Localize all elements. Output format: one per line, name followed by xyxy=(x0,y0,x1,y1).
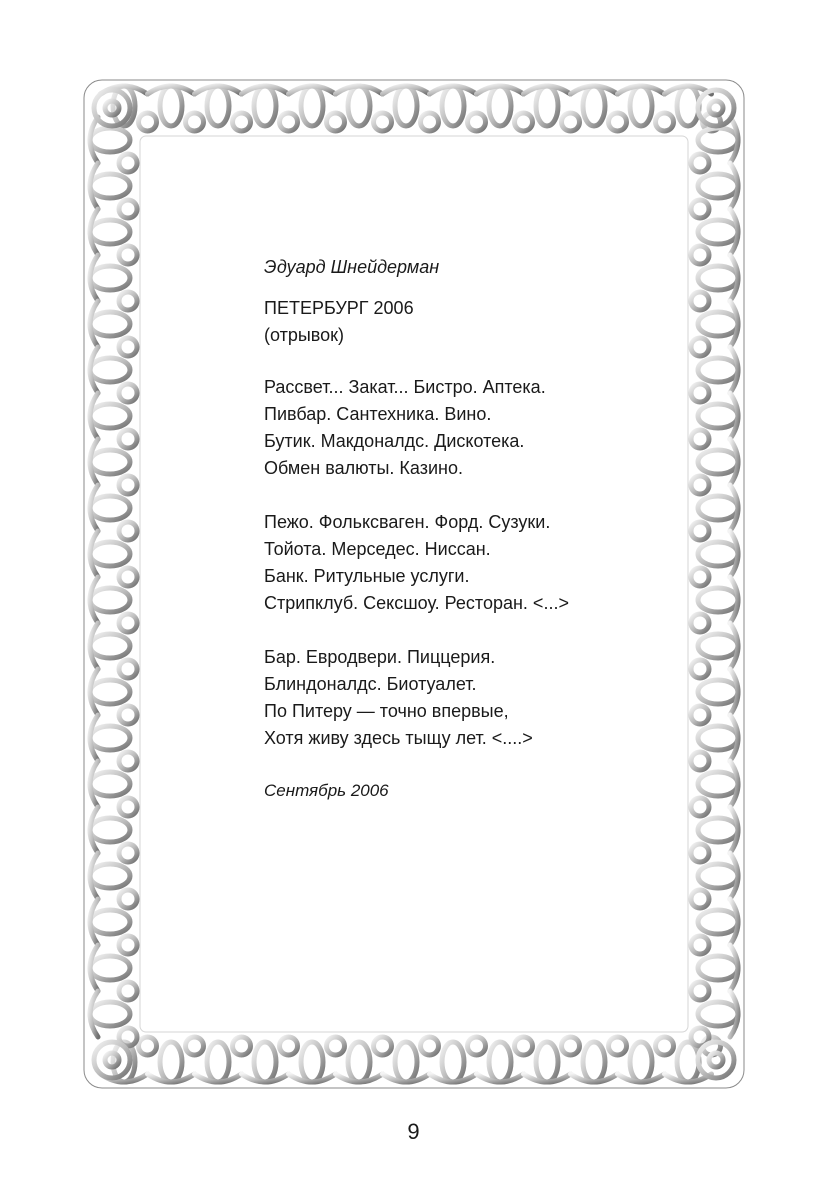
frame-ornament xyxy=(477,86,524,94)
frame-ornament xyxy=(119,476,137,494)
frame-ornament xyxy=(730,117,738,163)
frame-ornament xyxy=(395,1042,417,1082)
frame-ornament xyxy=(691,338,709,356)
frame-ornament xyxy=(468,113,486,131)
frame-ornament xyxy=(698,90,734,126)
frame-ornament xyxy=(148,86,195,94)
frame-ornament xyxy=(691,660,709,678)
frame-ornament xyxy=(139,1037,157,1055)
poem xyxy=(264,254,684,821)
frame-ornament xyxy=(698,174,738,198)
frame-ornament xyxy=(301,86,323,126)
frame-ornament xyxy=(90,209,98,255)
poem-line: Бутик. Макдоналдс. Дискотека. xyxy=(264,431,525,451)
frame-ornament xyxy=(301,1042,323,1082)
frame-ornament xyxy=(730,255,738,301)
frame-ornament xyxy=(698,266,738,290)
frame-ornament xyxy=(90,623,98,669)
frame-ornament xyxy=(524,1074,571,1082)
frame-ornament xyxy=(348,86,370,126)
frame-ornament xyxy=(90,439,98,485)
frame-ornament xyxy=(90,761,98,807)
frame-ornament xyxy=(383,1074,430,1082)
frame-ornament xyxy=(430,86,477,94)
frame-ornament xyxy=(119,890,137,908)
frame-ornament xyxy=(119,430,137,448)
stanza xyxy=(264,644,684,752)
frame-ornament xyxy=(207,1042,229,1082)
frame-ornament xyxy=(691,200,709,218)
frame-ornament xyxy=(698,312,738,336)
frame-ornament xyxy=(691,522,709,540)
frame-ornament xyxy=(207,86,229,126)
frame-ornament xyxy=(160,86,182,126)
frame-ornament xyxy=(90,485,98,531)
frame-ornament xyxy=(730,163,738,209)
frame-ornament xyxy=(119,568,137,586)
frame-ornament xyxy=(442,86,464,126)
frame-ornament xyxy=(90,220,130,244)
frame-ornament xyxy=(583,86,605,126)
frame-ornament xyxy=(90,899,98,945)
poem-author: Эдуард Шнейдерман xyxy=(264,257,440,277)
frame-ornament xyxy=(254,86,276,126)
frame-ornament xyxy=(489,1042,511,1082)
frame-ornament xyxy=(119,844,137,862)
page-number: 9 xyxy=(407,1119,420,1144)
frame-ornament xyxy=(280,1037,298,1055)
frame-ornament xyxy=(90,807,98,853)
frame-ornament xyxy=(730,347,738,393)
frame-ornament xyxy=(698,588,738,612)
poem-line: Стрипклуб. Сексшоу. Ресторан. <...> xyxy=(264,593,569,613)
frame-ornament xyxy=(691,292,709,310)
frame-ornament xyxy=(618,86,665,94)
frame-ornament xyxy=(119,706,137,724)
frame-ornament xyxy=(698,128,738,152)
frame-ornament xyxy=(90,301,98,347)
frame-ornament xyxy=(233,113,251,131)
frame-ornament xyxy=(691,798,709,816)
frame-ornament xyxy=(618,1074,665,1082)
frame-ornament xyxy=(90,531,98,577)
frame-ornament xyxy=(698,726,738,750)
frame-ornament xyxy=(691,476,709,494)
stanza xyxy=(264,374,684,482)
frame-ornament xyxy=(730,393,738,439)
frame-ornament xyxy=(524,86,571,94)
frame-ornament xyxy=(430,1074,477,1082)
frame-ornament xyxy=(536,1042,558,1082)
frame-ornament xyxy=(280,113,298,131)
poem-date: Сентябрь 2006 xyxy=(264,781,389,800)
frame-ornament xyxy=(90,450,130,474)
frame-ornament xyxy=(698,542,738,566)
frame-ornament xyxy=(186,1037,204,1055)
frame-ornament xyxy=(336,86,383,94)
frame-ornament xyxy=(698,818,738,842)
frame-ornament xyxy=(90,945,98,991)
frame-ornament xyxy=(489,86,511,126)
poem-line: Обмен валюты. Казино. xyxy=(264,458,463,478)
frame-ornament xyxy=(90,818,130,842)
frame-ornament xyxy=(698,358,738,382)
frame-ornament xyxy=(374,1037,392,1055)
frame-ornament xyxy=(691,154,709,172)
frame-ornament xyxy=(698,956,738,980)
poem-line: Пежо. Фольксваген. Форд. Сузуки. xyxy=(264,512,551,532)
frame-ornament xyxy=(90,864,130,888)
frame-ornament xyxy=(562,1037,580,1055)
frame-ornament xyxy=(583,1042,605,1082)
frame-ornament xyxy=(630,86,652,126)
frame-ornament xyxy=(90,393,98,439)
frame-ornament xyxy=(254,1042,276,1082)
frame-ornament xyxy=(698,1042,734,1078)
frame-ornament xyxy=(119,338,137,356)
frame-ornament xyxy=(90,715,98,761)
frame-ornament xyxy=(421,1037,439,1055)
frame-ornament xyxy=(730,301,738,347)
frame-ornament xyxy=(730,715,738,761)
poem-line: Банк. Ритульные услуги. xyxy=(264,566,470,586)
frame-ornament xyxy=(515,1037,533,1055)
frame-ornament xyxy=(730,853,738,899)
frame-ornament xyxy=(698,634,738,658)
frame-ornament xyxy=(327,1037,345,1055)
frame-ornament xyxy=(383,86,430,94)
poem-line: Хотя живу здесь тыщу лет. <....> xyxy=(264,728,533,748)
frame-ornament xyxy=(90,669,98,715)
frame-ornament xyxy=(730,623,738,669)
frame-ornament xyxy=(119,292,137,310)
stanza xyxy=(264,509,684,617)
frame-ornament xyxy=(730,991,738,1037)
frame-ornament xyxy=(348,1042,370,1082)
frame-ornament xyxy=(90,772,130,796)
frame-ornament xyxy=(421,113,439,131)
frame-ornament xyxy=(691,614,709,632)
frame-ornament xyxy=(90,910,130,934)
frame-ornament xyxy=(571,1074,618,1082)
frame-ornament xyxy=(730,761,738,807)
frame-ornament xyxy=(477,1074,524,1082)
frame-ornament xyxy=(691,752,709,770)
frame-ornament xyxy=(336,1074,383,1082)
frame-ornament xyxy=(536,86,558,126)
frame-ornament xyxy=(730,807,738,853)
frame-ornament xyxy=(119,246,137,264)
frame-ornament xyxy=(119,982,137,1000)
frame-ornament xyxy=(90,255,98,301)
frame-ornament xyxy=(698,864,738,888)
frame-ornament xyxy=(609,113,627,131)
frame-ornament xyxy=(90,634,130,658)
frame-ornament xyxy=(119,384,137,402)
frame-ornament xyxy=(691,568,709,586)
poem-title: ПЕТЕРБУРГ 2006 xyxy=(264,298,414,318)
frame-ornament xyxy=(90,496,130,520)
poem-line: Бар. Евродвери. Пиццерия. xyxy=(264,647,496,667)
poem-subtitle: (отрывок) xyxy=(264,325,345,345)
frame-ornament xyxy=(90,128,130,152)
frame-ornament xyxy=(698,496,738,520)
poem-line: Пивбар. Сантехника. Вино. xyxy=(264,404,492,424)
frame-ornament xyxy=(90,542,130,566)
frame-ornament xyxy=(90,358,130,382)
frame-ornament xyxy=(730,669,738,715)
frame-ornament xyxy=(691,890,709,908)
frame-ornament xyxy=(656,1037,674,1055)
frame-ornament xyxy=(90,853,98,899)
frame-ornament xyxy=(730,945,738,991)
frame-ornament xyxy=(242,86,289,94)
frame-ornament xyxy=(186,113,204,131)
frame-ornament xyxy=(90,163,98,209)
frame-ornament xyxy=(90,991,98,1037)
frame-ornament xyxy=(730,209,738,255)
frame-ornament xyxy=(442,1042,464,1082)
poem-line: Блиндоналдс. Биотуалет. xyxy=(264,674,477,694)
frame-ornament xyxy=(691,844,709,862)
frame-ornament xyxy=(233,1037,251,1055)
frame-ornament xyxy=(119,752,137,770)
frame-ornament xyxy=(630,1042,652,1082)
frame-ornament xyxy=(691,430,709,448)
frame-ornament xyxy=(90,266,130,290)
frame-ornament xyxy=(698,450,738,474)
frame-ornament xyxy=(515,113,533,131)
frame-ornament xyxy=(195,86,242,94)
frame-ornament xyxy=(730,899,738,945)
frame-ornament xyxy=(698,404,738,428)
frame-ornament xyxy=(90,726,130,750)
frame-ornament xyxy=(691,936,709,954)
frame-ornament xyxy=(571,86,618,94)
frame-ornament xyxy=(119,200,137,218)
frame-ornament xyxy=(327,113,345,131)
frame-ornament xyxy=(691,706,709,724)
frame-ornament xyxy=(90,312,130,336)
frame-ornament xyxy=(691,384,709,402)
frame-ornament xyxy=(119,936,137,954)
frame-ornament xyxy=(698,680,738,704)
frame-ornament xyxy=(374,113,392,131)
frame-ornament xyxy=(90,956,130,980)
frame-ornament xyxy=(656,113,674,131)
frame-ornament xyxy=(698,910,738,934)
frame-ornament xyxy=(691,246,709,264)
frame-ornament xyxy=(730,577,738,623)
frame-ornament xyxy=(119,522,137,540)
frame-ornament xyxy=(90,174,130,198)
frame-ornament xyxy=(289,86,336,94)
frame-ornament xyxy=(195,1074,242,1082)
frame-ornament xyxy=(90,680,130,704)
poem-line: Рассвет... Закат... Бистро. Аптека. xyxy=(264,377,546,397)
frame-ornament xyxy=(730,439,738,485)
frame-ornament xyxy=(709,1053,723,1067)
frame-ornament xyxy=(148,1074,195,1082)
frame-ornament xyxy=(562,113,580,131)
poem-line: По Питеру — точно впервые, xyxy=(264,701,509,721)
frame-ornament xyxy=(289,1074,336,1082)
frame-ornament xyxy=(691,982,709,1000)
frame-ornament xyxy=(90,1002,130,1026)
frame-ornament xyxy=(119,798,137,816)
frame-ornament xyxy=(90,577,98,623)
poem-line: Тойота. Мерседес. Ниссан. xyxy=(264,539,491,559)
frame-ornament xyxy=(90,347,98,393)
frame-ornament xyxy=(609,1037,627,1055)
frame-ornament xyxy=(698,1002,738,1026)
frame-ornament xyxy=(119,614,137,632)
frame-ornament xyxy=(730,531,738,577)
frame-ornament xyxy=(119,660,137,678)
frame-ornament xyxy=(90,404,130,428)
frame-ornament xyxy=(730,485,738,531)
frame-ornament xyxy=(698,772,738,796)
frame-ornament xyxy=(395,86,417,126)
frame-ornament xyxy=(242,1074,289,1082)
frame-ornament xyxy=(698,220,738,244)
frame-ornament xyxy=(90,117,98,163)
frame-ornament xyxy=(160,1042,182,1082)
frame-ornament xyxy=(90,588,130,612)
frame-ornament xyxy=(119,154,137,172)
frame-ornament xyxy=(139,113,157,131)
frame-ornament xyxy=(468,1037,486,1055)
frame-ornament xyxy=(709,101,723,115)
